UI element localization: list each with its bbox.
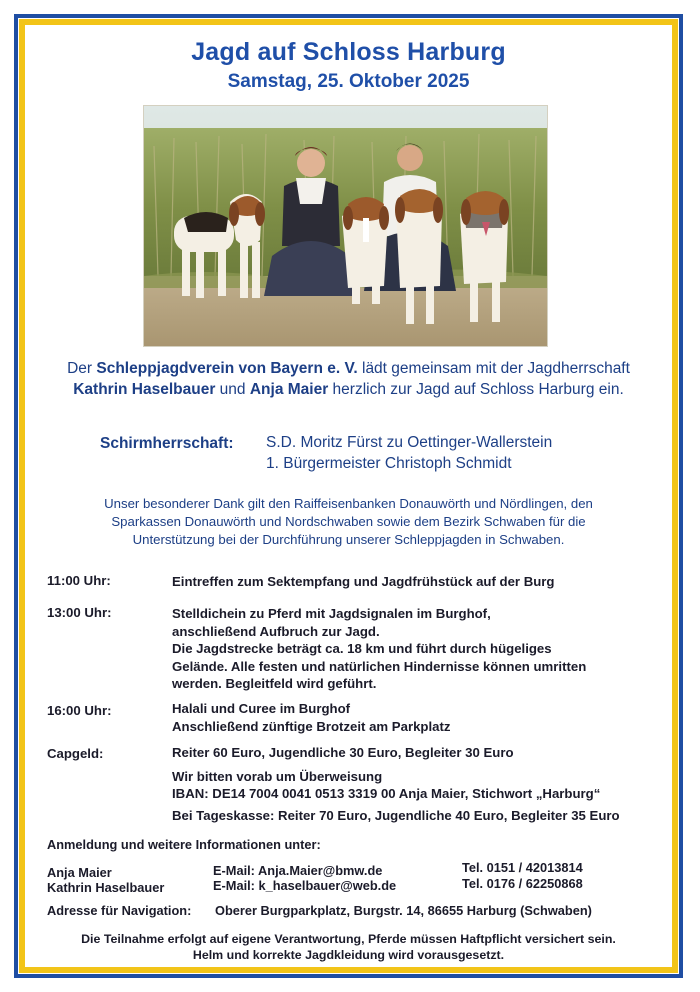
schedule-2-line-4: Gelände. Alle festen und natürlichen Hindernisse können umritten xyxy=(172,658,587,674)
schedule-2-line-2: anschließend Aufbruch zur Jagd. xyxy=(172,623,380,639)
schedule-time-3: 16:00 Uhr: xyxy=(47,703,112,718)
invitation-text xyxy=(65,358,632,400)
schedule-time-2: 13:00 Uhr: xyxy=(47,605,112,620)
contact-email-2: E-Mail: k_haselbauer@web.de xyxy=(213,878,397,893)
contact-name-2: Kathrin Haselbauer xyxy=(47,880,165,895)
schedule-2-line-1: Stelldichein zu Pferd mit Jagdsignalen im Burghof, xyxy=(172,606,491,621)
schedule-1-line-1: Eintreffen zum Sektempfang und Jagdfrühstück auf der Burg xyxy=(172,574,555,589)
footer-line-2: Helm und korrekte Jagdkleidung wird vorausgesetzt. xyxy=(192,948,505,962)
event-date: Samstag, 25. Oktober 2025 xyxy=(227,71,470,92)
capgeld-prices: Reiter 60 Euro, Jugendliche 30 Euro, Begleiter 30 Euro xyxy=(172,745,514,760)
capgeld-iban: IBAN: DE14 7004 0041 0513 3319 00 Anja Maier, Stichwort „Harburg“ xyxy=(172,786,601,801)
schedule-time-1: 11:00 Uhr: xyxy=(47,573,111,588)
intro-part-1: Der xyxy=(67,360,97,377)
thanks-text xyxy=(53,495,644,549)
thanks-line-2: Sparkassen Donauwörth und Nordschwaben sowie dem Bezirk Schwaben für die xyxy=(111,514,586,529)
patron-2: 1. Bürgermeister Christoph Schmidt xyxy=(266,455,512,472)
schedule-2-line-3: Die Jagdstrecke beträgt ca. 18 km und führt durch hügeliges xyxy=(172,641,552,656)
schedule-3-line-2: Anschließend zünftige Brotzeit am Parkplatz xyxy=(172,718,451,734)
schedule-text-3 xyxy=(172,700,450,735)
patronage-names xyxy=(266,432,552,474)
club-name: Schleppjagdverein von Bayern e. V. xyxy=(96,360,358,377)
host-1: Kathrin Haselbauer xyxy=(73,381,216,398)
contact-name-1: Anja Maier xyxy=(47,865,112,880)
host-2: Anja Maier xyxy=(249,381,329,398)
flyer-content xyxy=(25,25,672,967)
footer-line-1: Die Teilnahme erfolgt auf eigene Verantwortung, Pferde müssen Haftpflicht versichert sein. xyxy=(81,932,616,946)
contact-phone-1: Tel. 0151 / 42013814 xyxy=(462,860,583,875)
patronage-label: Schirmherrschaft: xyxy=(100,435,234,452)
footer-disclaimer xyxy=(35,931,662,963)
thanks-line-1: Unser besonderer Dank gilt den Raiffeisenbanken Donauwörth und Nördlingen, den xyxy=(104,496,593,511)
hunt-photo xyxy=(143,105,548,347)
navigation-address: Oberer Burgparkplatz, Burgstr. 14, 86655 Harburg (Schwaben) xyxy=(215,903,592,918)
page-title: Jagd auf Schloss Harburg xyxy=(191,38,506,66)
contact-email-1: E-Mail: Anja.Maier@bmw.de xyxy=(213,863,383,878)
intro-part-4: herzlich zur Jagd auf Schloss Harburg ein. xyxy=(328,381,624,398)
capgeld-block xyxy=(172,744,620,824)
intro-part-2: lädt gemeinsam mit der Jagdherrschaft xyxy=(357,360,630,377)
intro-part-3: und xyxy=(215,381,250,398)
navigation-label: Adresse für Navigation: xyxy=(47,903,192,918)
capgeld-transfer-1: Wir bitten vorab um Überweisung xyxy=(172,768,383,784)
capgeld-daypass: Bei Tageskasse: Reiter 70 Euro, Jugendliche 40 Euro, Begleiter 35 Euro xyxy=(172,807,620,823)
photo-women-with-hounds xyxy=(144,106,547,346)
contact-heading: Anmeldung und weitere Informationen unter: xyxy=(47,837,321,852)
schedule-3-line-1: Halali und Curee im Burghof xyxy=(172,701,351,716)
capgeld-label: Capgeld: xyxy=(47,746,104,761)
schedule-text-1 xyxy=(172,573,554,591)
schedule-2-line-5: werden. Begleitfeld wird geführt. xyxy=(172,676,377,691)
contact-phone-2: Tel. 0176 / 62250868 xyxy=(462,876,583,891)
thanks-line-3: Unterstützung bei der Durchführung unserer Schleppjagden in Schwaben. xyxy=(132,532,565,547)
schedule-text-2 xyxy=(172,605,586,693)
patron-1: S.D. Moritz Fürst zu Oettinger-Wallerstein xyxy=(266,434,553,451)
